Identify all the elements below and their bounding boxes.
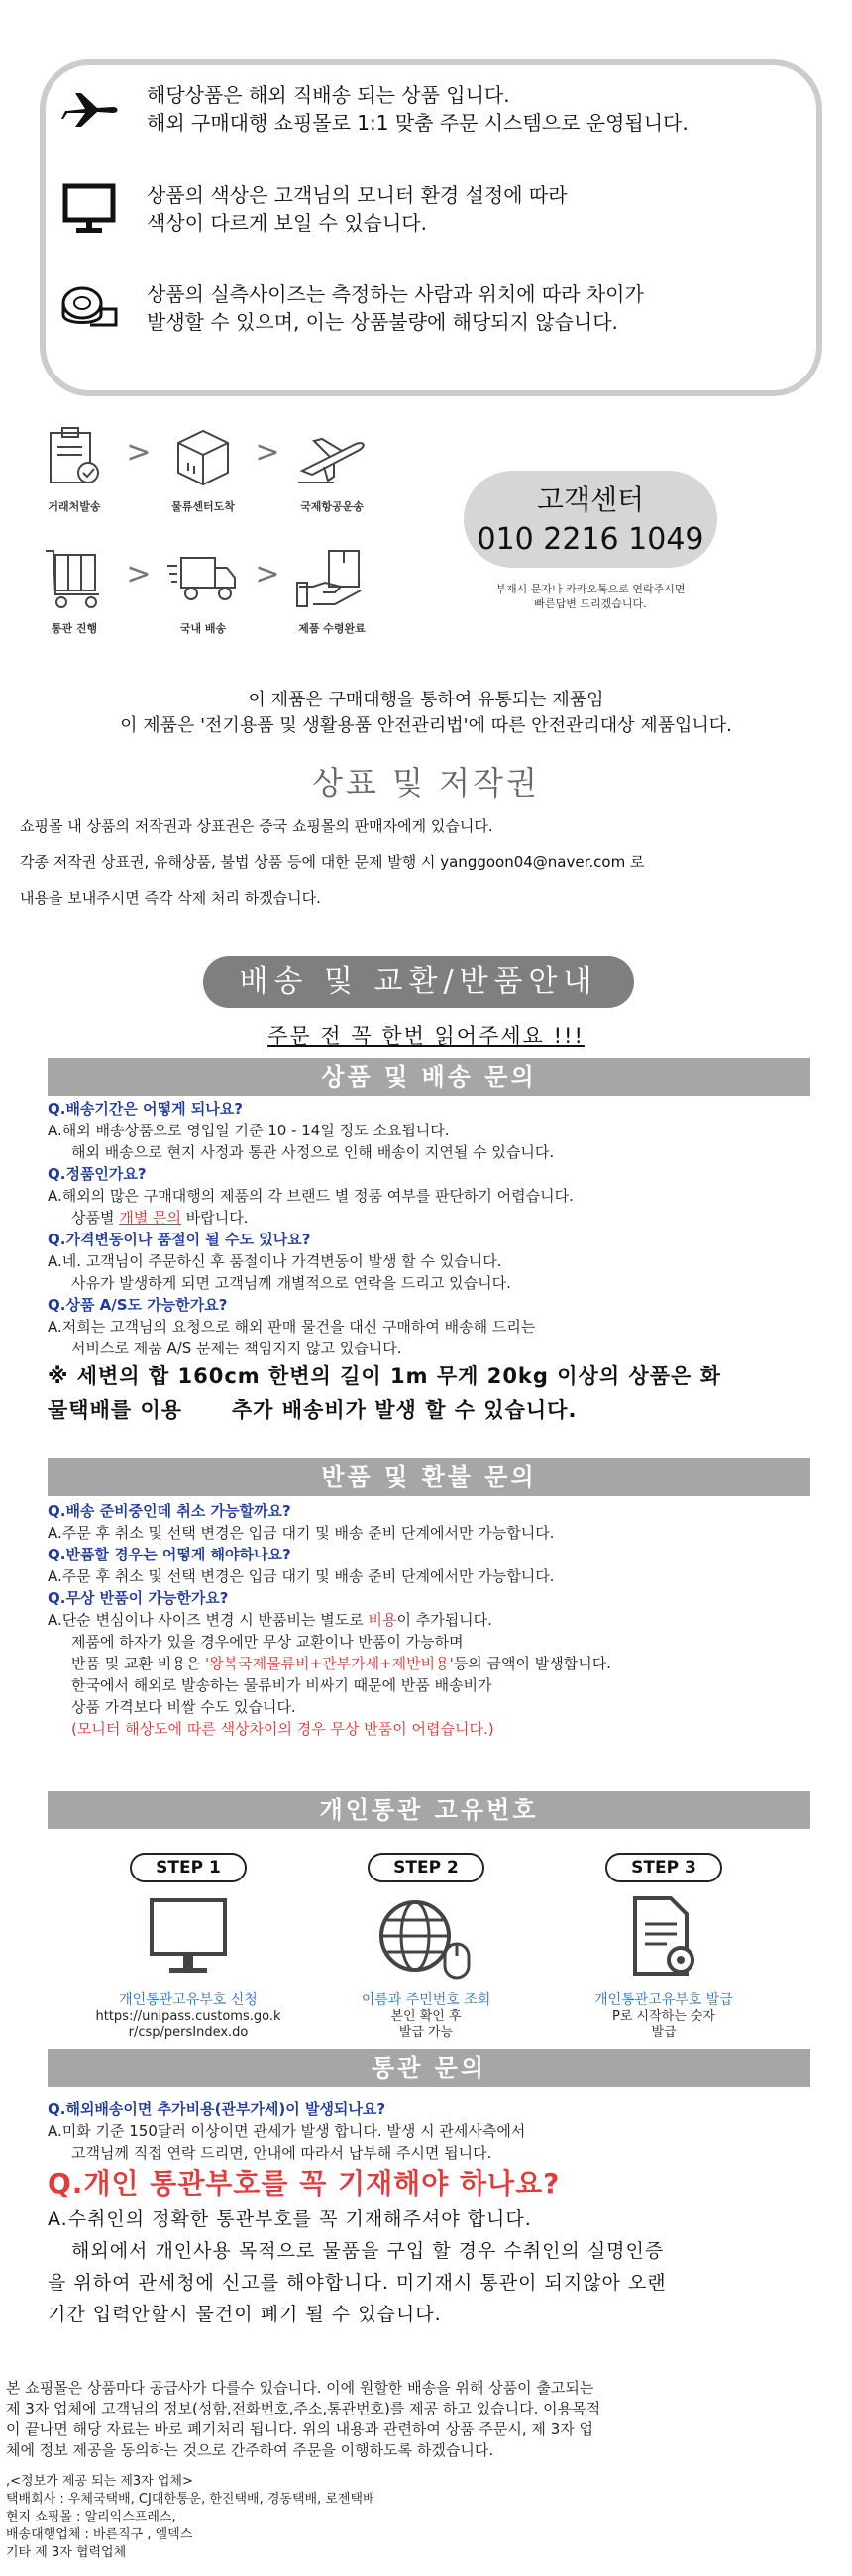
process-step [287, 421, 376, 514]
arrow-right-icon: > [126, 435, 152, 470]
answer-fragment: 반품 및 교환 비용은 [71, 1655, 205, 1672]
third-party-line: ,<정보가 제공 되는 제3자 업체> [6, 2474, 193, 2489]
answer-fragment: A.단순 변심이나 사이즈 변경 시 반품비는 별도로 [48, 1611, 369, 1629]
process-step [287, 543, 376, 636]
step-sub-text: 발급 가능 [398, 2025, 454, 2040]
faq-question: Q.배송 준비중인데 취소 가능할까요? [48, 1502, 291, 1520]
step-label: STEP 3 [605, 1853, 722, 1882]
process-step-label: 제품 수령완료 [298, 622, 366, 635]
cart-boxes-icon [30, 543, 119, 614]
step-main-text: 개인통관고유부호 신청 [119, 1992, 258, 2008]
customer-center-title: 고객센터 [536, 483, 645, 516]
faq-answer-warning: (모니터 해상도에 따른 색상차이의 경우 무상 반품이 어렵습니다.) [71, 1720, 494, 1738]
customs-step-3 [545, 1853, 783, 2041]
note-line: 부재시 문자나 카카오톡으로 연락주시면 [495, 583, 686, 595]
process-row-1 [30, 421, 456, 514]
process-step [159, 543, 248, 636]
third-party-list [6, 2473, 843, 2562]
arrow-right-icon: > [255, 557, 280, 591]
note-line: 빠른답변 드리겠습니다. [534, 597, 647, 610]
step-sub-text: P로 시작하는 숫자 [611, 2009, 715, 2024]
faq-answer: 해외에서 개인사용 목적으로 물품을 구입 할 경우 수취인의 실명인증 [71, 2240, 665, 2262]
customer-center-box [464, 471, 717, 568]
third-party-line: 택배회사 : 우체국택배, CJ대한통운, 한진택배, 경동택배, 로젠택배 [6, 2492, 375, 2507]
faq-answer [48, 1653, 820, 1674]
shipping-guide-title: 배송 및 교환/반품안내 [203, 956, 634, 1008]
clipboard-check-icon [30, 421, 119, 492]
faq-answer: 상품 가격보다 비쌀 수도 있습니다. [71, 1698, 296, 1716]
disclaimer-line: 이 제품은 '전기용품 및 생활용품 안전관리법'에 따른 안전관리대상 제품입니다. [120, 715, 732, 736]
step-main-text: 이름과 주민번호 조회 [361, 1992, 491, 2008]
faq-answer [48, 1207, 820, 1229]
process-row-2 [30, 543, 456, 636]
notice-row-overseas [59, 81, 689, 137]
step-label: STEP 2 [368, 1853, 484, 1882]
faq-answer: A.주문 후 취소 및 선택 변경은 입금 대기 및 배송 준비 단계에서만 가능합니다. [48, 1567, 555, 1585]
faq-answer: 사유가 발생하게 되면 고객님께 개별적으로 연락을 드리고 있습니다. [71, 1274, 511, 1292]
customs-step-2 [307, 1853, 545, 2041]
notice-text: 상품의 실측사이즈는 측정하는 사람과 위치에 따라 차이가 [147, 282, 644, 306]
document-gear-icon [545, 1882, 783, 1991]
package-box-icon [159, 421, 248, 492]
airplane-icon [59, 81, 119, 137]
process-step-label: 통관 진행 [51, 622, 98, 635]
step-label: STEP 1 [130, 1853, 247, 1882]
answer-fragment: 등의 금액이 발생합니다. [453, 1655, 611, 1672]
faq-question: Q.가격변동이나 품절이 될 수도 있나요? [48, 1231, 311, 1248]
privacy-line: 제 3자 업체에 고객님의 정보(성함,전화번호,주소,통관번호)를 제공 하고 있습니다. 이용목적 [6, 2400, 601, 2417]
globe-mouse-icon [307, 1882, 545, 1991]
oversize-warning: ※ 세변의 합 160cm 한변의 길이 1m 무게 20kg 이상의 상품은 화 [48, 1364, 721, 1388]
faq-question: Q.배송기간은 어떻게 되나요? [48, 1100, 243, 1118]
faq-answer: A.주문 후 취소 및 선택 변경은 입금 대기 및 배송 준비 단계에서만 가능합니다. [48, 1524, 555, 1542]
third-party-line: 현지 쇼핑몰 : 알리익스프레스, [6, 2510, 176, 2524]
privacy-line: 이 끝나면 해당 자료는 바로 폐기처리 됩니다. 위의 내용과 관련하여 상품 주문시, 제 3자 업 [6, 2420, 593, 2438]
step-sub-text: 발급 [651, 2025, 677, 2040]
arrow-right-icon: > [126, 557, 152, 591]
delivery-truck-icon [159, 543, 248, 614]
process-step [30, 421, 119, 514]
monitor-icon [59, 181, 119, 237]
disclaimer-line: 이 제품은 구매대행을 통하여 유통되는 제품임 [248, 690, 604, 710]
must-read-text: 주문 전 꼭 한번 읽어주세요 !!! [267, 1024, 585, 1048]
faq-answer: A.미화 기준 150달러 이상이면 관세가 발생 합니다. 발생 시 관세사측에서 [48, 2122, 526, 2140]
customer-center-note [464, 582, 717, 611]
faq-answer: A.해외의 많은 구매대행의 제품의 각 브랜드 별 정품 여부를 판단하기 어렵습니다. [48, 1187, 574, 1205]
answer-fragment: 이 추가됩니다. [396, 1611, 492, 1629]
faq-answer: A.저희는 고객님의 요청으로 해외 판매 물건을 대신 구매하여 배송해 드리는 [48, 1318, 536, 1336]
section-title-shipping: 상품 및 배송 문의 [48, 1058, 810, 1096]
faq-answer: 기간 입력안할시 물건이 폐기 될 수 있습니다. [48, 2304, 442, 2325]
faq-question: Q.반품할 경우는 어떻게 해야하나요? [48, 1546, 291, 1563]
copyright-line: 내용을 보내주시면 즉각 삭제 처리 하겠습니다. [20, 889, 321, 907]
faq-answer: A.해외 배송상품으로 영업일 기준 10 - 14일 정도 소요됩니다. [48, 1122, 450, 1139]
faq-question: Q.무상 반품이 가능한가요? [48, 1589, 229, 1607]
shipping-faq [48, 1098, 820, 1427]
faq-answer [48, 1609, 820, 1631]
privacy-line: 본 쇼핑몰은 상품마다 공급사가 다를수 있습니다. 이에 원할한 배송을 위해 상품이 출고되는 [6, 2379, 594, 2397]
notice-text: 해당상품은 해외 직배송 되는 상품 입니다. [147, 83, 510, 107]
faq-answer: A.네. 고객님이 주문하신 후 품절이나 가격변동이 발생 할 수 있습니다. [48, 1252, 502, 1270]
monitor-icon [69, 1882, 307, 1991]
notice-text: 상품의 색상은 고객님의 모니터 환경 설정에 따라 [147, 183, 568, 207]
tape-measure-icon [59, 280, 119, 336]
must-read-banner [0, 1020, 852, 1050]
customs-step-1 [69, 1853, 307, 2041]
step-sub-text[interactable]: https://unipass.customs.go.k [95, 2009, 281, 2024]
faq-answer: 고객님께 직접 연락 드리면, 안내에 따라서 납부해 주시면 됩니다. [71, 2144, 492, 2162]
third-party-line: 기타 제 3자 협력업체 [6, 2545, 127, 2560]
process-step-label: 거래처발송 [48, 500, 101, 513]
faq-question: Q.해외배송이면 추가비용(관부가세)이 발생되나요? [48, 2100, 386, 2118]
step-main-text: 개인통관고유부호 발급 [594, 1992, 733, 2008]
faq-answer: A.수취인의 정확한 통관부호를 꼭 기재해주셔야 합니다. [48, 2208, 532, 2230]
process-step-label: 물류센터도착 [171, 500, 235, 513]
answer-highlight: 비용 [368, 1611, 397, 1629]
section-title-customs: 통관 문의 [48, 2049, 810, 2087]
answer-highlight: 개별 문의 [119, 1209, 181, 1227]
section-title-return: 반품 및 환불 문의 [48, 1458, 810, 1496]
process-step [30, 543, 119, 636]
notice-text: 발생할 수 있으며, 이는 상품불량에 해당되지 않습니다. [147, 310, 618, 334]
airplane-icon [287, 421, 376, 492]
faq-answer: 제품에 하자가 있을 경우에만 무상 교환이나 반품이 가능하며 [71, 1633, 464, 1651]
notice-row-size [59, 280, 644, 336]
process-step-label: 국내 배송 [179, 622, 227, 635]
answer-fragment: 상품별 [71, 1209, 120, 1227]
process-step [159, 421, 248, 514]
copyright-title: 상표 및 저작권 [312, 764, 540, 802]
faq-answer: 서비스로 제품 A/S 문제는 책임지지 않고 있습니다. [71, 1340, 402, 1357]
return-faq [48, 1500, 820, 1740]
faq-question: Q.정품인가요? [48, 1165, 147, 1183]
copyright-line: 쇼핑몰 내 상품의 저작권과 상표권은 중국 쇼핑몰의 판매자에게 있습니다. [20, 817, 493, 835]
process-step-label: 국제항공운송 [300, 500, 364, 513]
faq-question: Q.상품 A/S도 가능한가요? [48, 1296, 228, 1314]
oversize-warning: 물택배를 이용 추가 배송비가 발생 할 수 있습니다. [48, 1398, 578, 1422]
section-title-customs-id: 개인통관 고유번호 [48, 1791, 810, 1829]
faq-answer: 한국에서 해외로 발송하는 물류비가 비싸기 때문에 반품 배송비가 [71, 1676, 492, 1694]
step-sub-text: 본인 확인 후 [390, 2009, 462, 2024]
arrow-right-icon: > [255, 435, 280, 470]
notice-text: 색상이 다르게 보일 수 있습니다. [147, 211, 427, 235]
faq-answer: 해외 배송으로 현지 사정과 통관 사정으로 인해 배송이 지연될 수 있습니다. [71, 1143, 555, 1161]
privacy-line: 체에 정보 제공을 동의하는 것으로 간주하여 주문을 이행하도록 하겠습니다. [6, 2441, 494, 2459]
third-party-line: 배송대행업체 : 바른직구 , 엘덱스 [6, 2527, 193, 2542]
notice-text: 해외 구매대행 쇼핑몰로 1:1 맞춤 주문 시스템으로 운영됩니다. [147, 111, 689, 135]
faq-answer: 을 위하여 관세청에 신고를 해야합니다. 미기재시 통관이 되지않아 오랜 [48, 2272, 667, 2294]
privacy-notice [6, 2378, 843, 2461]
notice-row-color [59, 181, 568, 237]
customer-center-phone[interactable]: 010 2216 1049 [477, 522, 704, 557]
faq-question-emphasis: Q.개인 통관부호를 꼭 기재해야 하나요? [48, 2167, 561, 2200]
customs-faq [48, 2098, 820, 2330]
answer-highlight: '왕복국제물류비+관부가세+제반비용' [205, 1655, 454, 1672]
step-sub-text[interactable]: r/csp/persIndex.do [128, 2025, 249, 2040]
answer-fragment: 바랍니다. [180, 1209, 249, 1227]
hand-box-icon [287, 543, 376, 614]
copyright-line: 각종 저작권 상표권, 유해상품, 불법 상품 등에 대한 문제 발행 시 yanggoon04@naver.com 로 [20, 853, 645, 871]
